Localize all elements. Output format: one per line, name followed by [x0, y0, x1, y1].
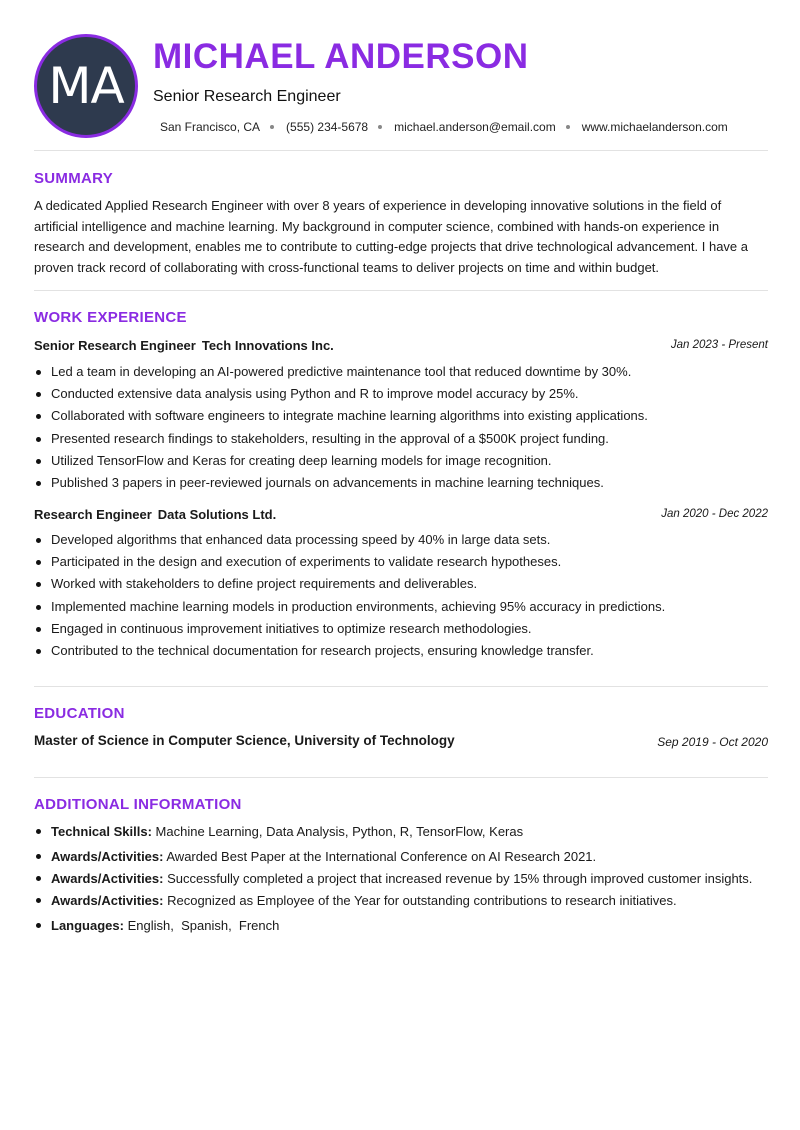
education-degree: Master of Science in Computer Science, University of Technology: [34, 733, 455, 748]
job-header: [34, 507, 768, 525]
list-item: Contributed to the technical documentation for research projects, ensuring knowledge transfer.: [34, 641, 768, 663]
education-entry: [34, 733, 768, 748]
job-dates: Jan 2023 - Present: [670, 339, 768, 351]
list-item: Collaborated with software engineers to integrate machine learning algorithms into existing applications.: [34, 406, 768, 428]
divider: [34, 150, 768, 151]
additional-info-list: [34, 822, 768, 941]
avatar: MA: [34, 34, 138, 138]
languages-value: [128, 918, 280, 933]
awards-value: Recognized as Employee of the Year for outstanding contributions to research initiatives.: [167, 893, 677, 908]
contact-location: San Francisco, CA: [160, 120, 261, 134]
list-item: Worked with stakeholders to define project requirements and deliverables.: [34, 574, 768, 596]
contact-email[interactable]: michael.anderson@email.com: [394, 120, 556, 134]
education-heading: EDUCATION: [34, 705, 125, 722]
list-item: [34, 916, 768, 935]
job-role: Senior Research Engineer: [34, 338, 196, 353]
contact-phone: (555) 234-5678: [286, 120, 369, 134]
divider: [34, 290, 768, 291]
list-item: Engaged in continuous improvement initiatives to optimize research methodologies.: [34, 619, 768, 641]
job-company: Data Solutions Ltd.: [157, 507, 277, 522]
list-item: Developed algorithms that enhanced data processing speed by 40% in large data sets.: [34, 530, 768, 552]
divider: [34, 777, 768, 778]
contact-line: [160, 120, 728, 134]
awards-label: Awards/Activities:: [51, 893, 164, 908]
list-item: Presented research findings to stakeholders, resulting in the approval of a $500K project funding.: [34, 429, 768, 451]
language-item: English: [127, 918, 171, 933]
resume-header: [34, 34, 768, 138]
list-item: Conducted extensive data analysis using Python and R to improve model accuracy by 25%.: [34, 384, 768, 406]
job-dates: Jan 2020 - Dec 2022: [661, 508, 768, 520]
list-item: [34, 847, 768, 866]
awards-value: Awarded Best Paper at the International Conference on AI Research 2021.: [166, 849, 597, 864]
divider: [34, 686, 768, 687]
awards-label: Awards/Activities:: [51, 849, 164, 864]
list-item: Participated in the design and execution of experiments to validate research hypotheses.: [34, 552, 768, 574]
list-item: Utilized TensorFlow and Keras for creating deep learning models for image recognition.: [34, 451, 768, 473]
language-item: , Spanish: [170, 918, 228, 933]
awards-value: Successfully completed a project that increased revenue by 15% through improved customer insights.: [167, 871, 753, 886]
list-item: Implemented machine learning models in production environments, achieving 95% accuracy in predictions.: [34, 597, 768, 619]
summary-heading: SUMMARY: [34, 170, 114, 187]
summary-text: A dedicated Applied Research Engineer with over 8 years of experience in developing innovative solutions in the field of artificial intelligence and machine learning. My background in computer science, combined with hands-on experience in research and development, enables me to contribute to cutting-edge projects that drive technological advancement. I have a proven track record of collaborating with cross-functional teams to deliver projects on time and within budget.: [34, 198, 748, 275]
list-item: Published 3 papers in peer-reviewed journals on advancements in machine learning techniques.: [34, 473, 768, 495]
separator-dot-icon: [378, 125, 382, 129]
job-bullets: [34, 362, 768, 495]
candidate-title: Senior Research Engineer: [153, 88, 341, 105]
education-dates: Sep 2019 - Oct 2020: [657, 735, 768, 749]
job-bullets: [34, 530, 768, 663]
skills-value: Machine Learning, Data Analysis, Python, R, TensorFlow, Keras: [155, 824, 524, 839]
separator-dot-icon: [566, 125, 570, 129]
awards-label: Awards/Activities:: [51, 871, 164, 886]
skills-label: Technical Skills:: [51, 824, 152, 839]
separator-dot-icon: [270, 125, 274, 129]
work-experience-heading: WORK EXPERIENCE: [34, 309, 187, 326]
job-header: [34, 338, 768, 356]
list-item: [34, 869, 768, 888]
list-item: [34, 891, 768, 910]
candidate-name: MICHAEL ANDERSON: [153, 37, 529, 76]
job-role: Research Engineer: [34, 507, 152, 522]
job-company: Tech Innovations Inc.: [201, 338, 334, 353]
languages-label: Languages:: [51, 918, 124, 933]
list-item: [34, 822, 768, 841]
contact-website[interactable]: www.michaelanderson.com: [581, 120, 728, 134]
additional-info-heading: ADDITIONAL INFORMATION: [34, 796, 242, 813]
language-item: , French: [228, 918, 279, 933]
list-item: Led a team in developing an AI-powered predictive maintenance tool that reduced downtime by 30%.: [34, 362, 768, 384]
